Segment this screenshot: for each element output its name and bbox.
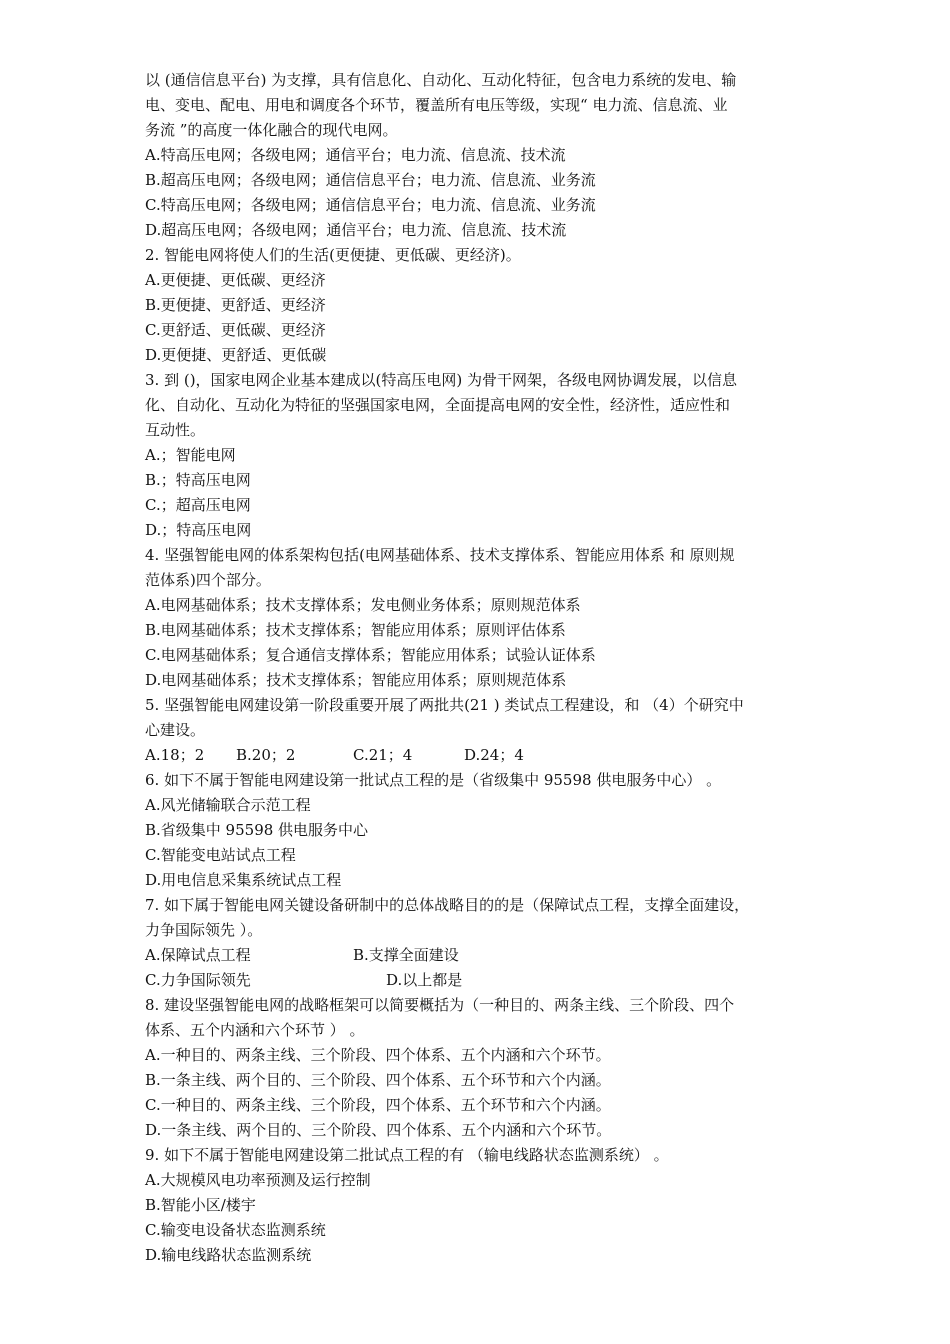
q4-option-d: D.电网基础体系；技术支撑体系；智能应用体系；原则规范体系 bbox=[145, 671, 567, 689]
q8-option-b: B.一条主线、两个目的、三个阶段、四个体系、五个环节和六个内涵。 bbox=[145, 1071, 611, 1089]
q4-stem-line: 4. 坚强智能电网的体系架构包括(电网基础体系、技术支撑体系、智能应用体系 和 原则规 bbox=[145, 546, 735, 564]
q2-option-d: D.更便捷、更舒适、更低碳 bbox=[145, 346, 327, 364]
q7-stem-line: 力争国际领先 ）。 bbox=[145, 921, 263, 939]
q1-stem-line: 以 (通信信息平台) 为支撑，具有信息化、自动化、互动化特征，包含电力系统的发电、输 bbox=[145, 71, 737, 89]
q7-option-d: D.以上都是 bbox=[386, 971, 463, 989]
q2-option-b: B.更便捷、更舒适、更经济 bbox=[145, 296, 326, 314]
q5-option-c: C.21；4 bbox=[353, 746, 413, 764]
q7-options-row bbox=[145, 943, 825, 968]
q4-stem-line: 范体系)四个部分。 bbox=[145, 571, 271, 589]
q9-option-a: A.大规模风电功率预测及运行控制 bbox=[145, 1171, 371, 1189]
q2-option-c: C.更舒适、更低碳、更经济 bbox=[145, 321, 326, 339]
q8-option-d: D.一条主线、两个目的、三个阶段、四个体系、五个内涵和六个环节。 bbox=[145, 1121, 612, 1139]
q1-option-c: C.特高压电网；各级电网；通信信息平台；电力流、信息流、业务流 bbox=[145, 196, 596, 214]
q6-option-b: B.省级集中 95598 供电服务中心 bbox=[145, 821, 369, 839]
q5-options-row bbox=[145, 743, 825, 768]
q3-option-c: C.；超高压电网 bbox=[145, 496, 251, 514]
q7-stem-line: 7. 如下属于智能电网关键设备研制中的总体战略目的的是（保障试点工程，支撑全面建设， bbox=[145, 896, 750, 914]
q8-stem-line: 体系、五个内涵和六个环节 ） 。 bbox=[145, 1021, 365, 1039]
q8-option-a: A.一种目的、两条主线、三个阶段、四个体系、五个内涵和六个环节。 bbox=[145, 1046, 611, 1064]
q9-option-b: B.智能小区/楼宇 bbox=[145, 1196, 256, 1214]
q1-option-d: D.超高压电网；各级电网；通信平台；电力流、信息流、技术流 bbox=[145, 221, 567, 239]
q5-option-b: B.20；2 bbox=[236, 746, 296, 764]
q8-stem-line: 8. 建设坚强智能电网的战略框架可以简要概括为（一种目的、两条主线、三个阶段、四个 bbox=[145, 996, 735, 1014]
q3-option-d: D.；特高压电网 bbox=[145, 521, 252, 539]
q5-option-d: D.24；4 bbox=[464, 746, 524, 764]
question-list bbox=[145, 68, 825, 1268]
q6-stem: 6. 如下不属于智能电网建设第一批试点工程的是（省级集中 95598 供电服务中心） 。 bbox=[145, 771, 722, 789]
q3-option-a: A.；智能电网 bbox=[145, 446, 236, 464]
q3-stem-line: 互动性。 bbox=[145, 421, 206, 439]
q9-option-c: C.输变电设备状态监测系统 bbox=[145, 1221, 326, 1239]
q7-option-a: A.保障试点工程 bbox=[145, 946, 251, 964]
q5-stem-line: 5. 坚强智能电网建设第一阶段重要开展了两批共(21 ) 类试点工程建设，和 （4）个研究中 bbox=[145, 696, 744, 714]
q7-option-b: B.支撑全面建设 bbox=[353, 946, 459, 964]
q6-option-d: D.用电信息采集系统试点工程 bbox=[145, 871, 342, 889]
q4-option-b: B.电网基础体系；技术支撑体系；智能应用体系；原则评估体系 bbox=[145, 621, 566, 639]
q9-option-d: D.输电线路状态监测系统 bbox=[145, 1246, 312, 1264]
q8-option-c: C.一种目的、两条主线、三个阶段，四个体系、五个环节和六个内涵。 bbox=[145, 1096, 611, 1114]
q4-option-a: A.电网基础体系；技术支撑体系；发电侧业务体系；原则规范体系 bbox=[145, 596, 581, 614]
q1-stem-line: 务流 ”的高度一体化融合的现代电网。 bbox=[145, 121, 398, 139]
q6-option-a: A.风光储输联合示范工程 bbox=[145, 796, 311, 814]
q1-option-b: B.超高压电网；各级电网；通信信息平台；电力流、信息流、业务流 bbox=[145, 171, 596, 189]
q3-stem-line: 3. 到 ()，国家电网企业基本建成以(特高压电网) 为骨干网架，各级电网协调发展，以信息 bbox=[145, 371, 738, 389]
q2-option-a: A.更便捷、更低碳、更经济 bbox=[145, 271, 326, 289]
q1-stem-line: 电、变电、配电、用电和调度各个环节，覆盖所有电压等级，实现“ 电力流、信息流、业 bbox=[145, 96, 728, 114]
q1-option-a: A.特高压电网；各级电网；通信平台；电力流、信息流、技术流 bbox=[145, 146, 566, 164]
q5-stem-line: 心建设。 bbox=[145, 721, 206, 739]
q6-option-c: C.智能变电站试点工程 bbox=[145, 846, 296, 864]
q7-option-c: C.力争国际领先 bbox=[145, 971, 251, 989]
q7-options-row bbox=[145, 968, 825, 993]
q9-stem: 9. 如下不属于智能电网建设第二批试点工程的有 （输电线路状态监测系统） 。 bbox=[145, 1146, 669, 1164]
q5-option-a: A.18；2 bbox=[145, 746, 205, 764]
q4-option-c: C.电网基础体系；复合通信支撑体系；智能应用体系；试验认证体系 bbox=[145, 646, 596, 664]
q3-stem-line: 化、自动化、互动化为特征的坚强国家电网，全面提高电网的安全性，经济性，适应性和 bbox=[145, 396, 731, 414]
q3-option-b: B.；特高压电网 bbox=[145, 471, 251, 489]
q2-stem: 2. 智能电网将使人们的生活(更便捷、更低碳、更经济)。 bbox=[145, 246, 521, 264]
